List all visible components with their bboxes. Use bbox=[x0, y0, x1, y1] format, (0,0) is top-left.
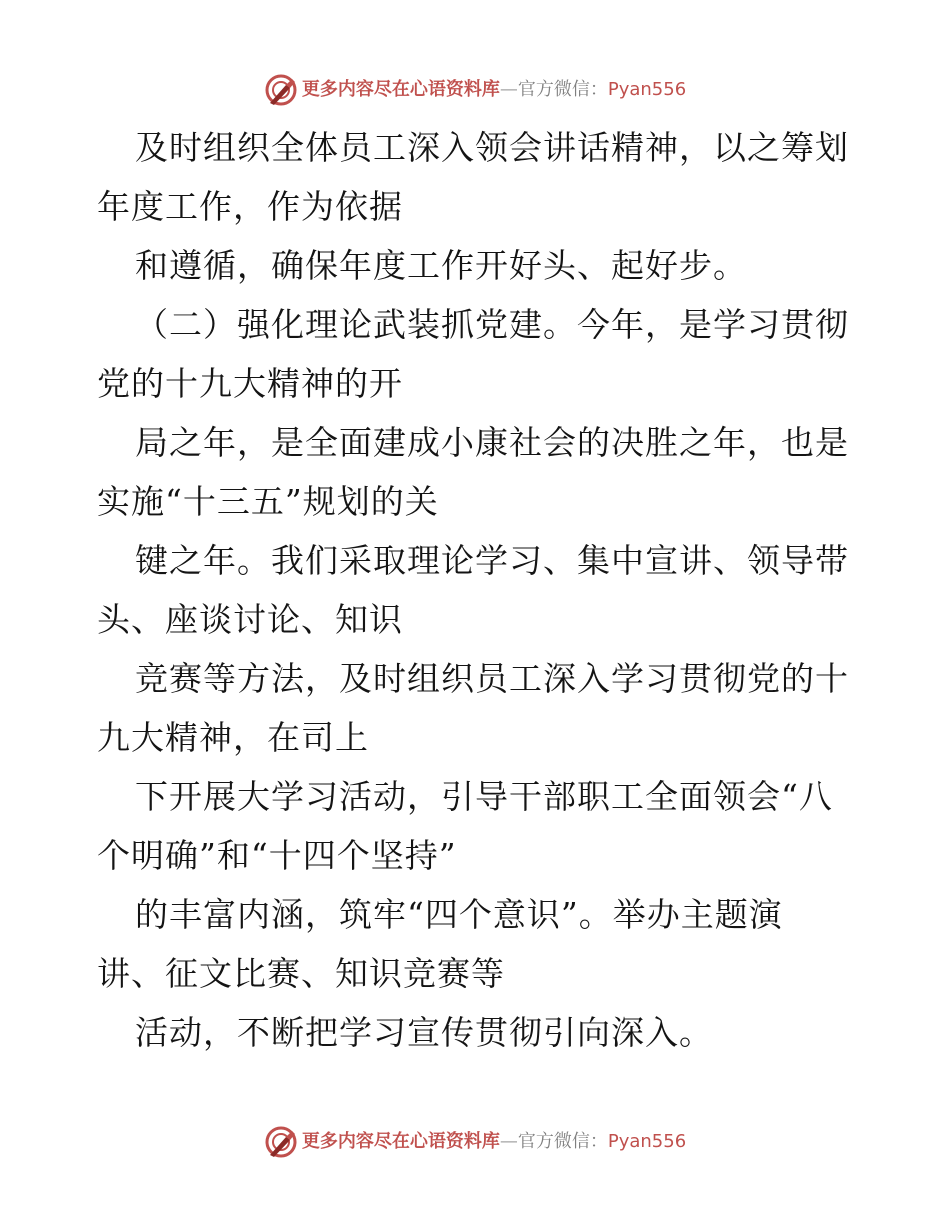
body-line: 个明确”和“十四个坚持” bbox=[97, 836, 457, 875]
body-line: 活动，不断把学习宣传贯彻引向深入。 bbox=[135, 1013, 713, 1052]
watermark-label: 官方微信： bbox=[517, 79, 608, 100]
watermark-label: 官方微信： bbox=[517, 1131, 608, 1152]
body-line: 及时组织全体员工深入领会讲话精神，以之筹划 bbox=[135, 128, 849, 167]
watermark-id: Pyan556 bbox=[607, 79, 687, 100]
body-line: 党的十九大精神的开 bbox=[97, 364, 403, 403]
watermark-separator: — bbox=[499, 79, 518, 100]
header-watermark bbox=[0, 70, 950, 110]
watermark-text bbox=[302, 80, 686, 100]
watermark-separator: — bbox=[499, 1131, 518, 1152]
body-line: 键之年。我们采取理论学习、集中宣讲、领导带 bbox=[135, 541, 849, 580]
body-line: 九大精神，在司上 bbox=[97, 718, 369, 757]
watermark-main: 更多内容尽在心语资料库 bbox=[301, 1131, 500, 1152]
watermark-main: 更多内容尽在心语资料库 bbox=[301, 79, 500, 100]
body-line: 的丰富内涵，筑牢“四个意识”。举办主题演 bbox=[135, 895, 783, 934]
section-heading-line: （二）强化理论武装抓党建。今年，是学习贯彻 bbox=[135, 305, 849, 344]
body-line: 实施“十三五”规划的关 bbox=[97, 482, 439, 521]
body-line: 年度工作，作为依据 bbox=[97, 187, 403, 226]
body-line: 竞赛等方法，及时组织员工深入学习贯彻党的十 bbox=[135, 659, 849, 698]
body-line: 头、座谈讨论、知识 bbox=[97, 600, 403, 639]
pen-logo-icon bbox=[264, 1125, 298, 1159]
footer-watermark bbox=[0, 1122, 950, 1162]
body-line: 局之年，是全面建成小康社会的决胜之年，也是 bbox=[135, 423, 849, 462]
document-body bbox=[97, 118, 857, 1062]
pen-logo-icon bbox=[264, 73, 298, 107]
body-line: 下开展大学习活动，引导干部职工全面领会“八 bbox=[135, 777, 833, 816]
body-line: 和遵循，确保年度工作开好头、起好步。 bbox=[135, 246, 747, 285]
watermark-id: Pyan556 bbox=[607, 1131, 687, 1152]
watermark-text bbox=[302, 1132, 686, 1152]
body-line: 讲、征文比赛、知识竞赛等 bbox=[97, 954, 505, 993]
